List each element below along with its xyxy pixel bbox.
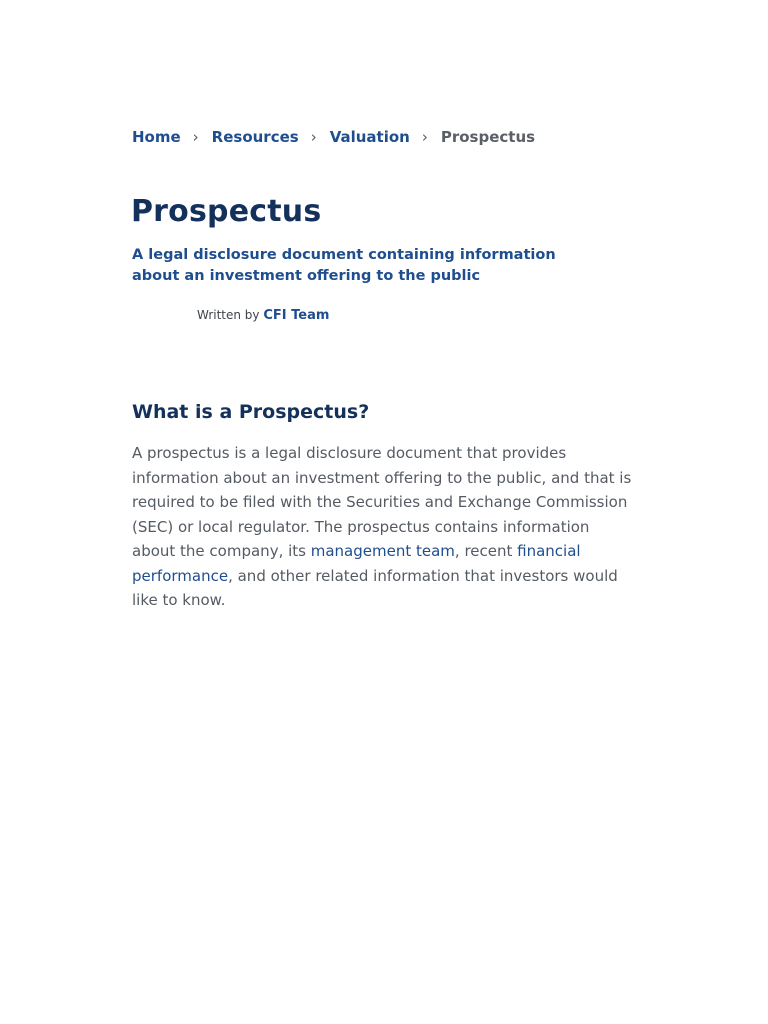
breadcrumb-current-page: Prospectus	[440, 128, 536, 146]
breadcrumb-valuation-link[interactable]: Valuation	[329, 128, 410, 146]
management-team-link[interactable]: management team	[310, 542, 455, 560]
byline	[197, 308, 329, 323]
paragraph-text: A prospectus is a legal disclosure document that provides information about an investment offering to the public, and that is required to be filed with the Securities and Exchange Commission (SEC) or local regulator. The prospectus contains information about the company, its	[132, 444, 632, 560]
page-subtitle: A legal disclosure document containing information about an investment offering to the public	[132, 247, 556, 284]
breadcrumb-separator-icon: ›	[421, 128, 428, 146]
page-title: Prospectus	[131, 194, 322, 229]
financial-performance-link[interactable]: financial performance	[132, 542, 581, 585]
paragraph-text: , recent	[454, 542, 518, 560]
breadcrumb-separator-icon: ›	[192, 128, 199, 146]
byline-prefix: Written by	[197, 308, 260, 322]
breadcrumb-separator-icon: ›	[310, 128, 317, 146]
section-paragraph	[132, 441, 632, 613]
breadcrumb	[132, 128, 535, 146]
section-heading: What is a Prospectus?	[132, 401, 370, 423]
breadcrumb-resources-link[interactable]: Resources	[211, 128, 299, 146]
breadcrumb-home-link[interactable]: Home	[132, 128, 181, 146]
paragraph-text: , and other related information that investors would like to know.	[132, 566, 618, 609]
author-link[interactable]: CFI Team	[263, 308, 330, 323]
